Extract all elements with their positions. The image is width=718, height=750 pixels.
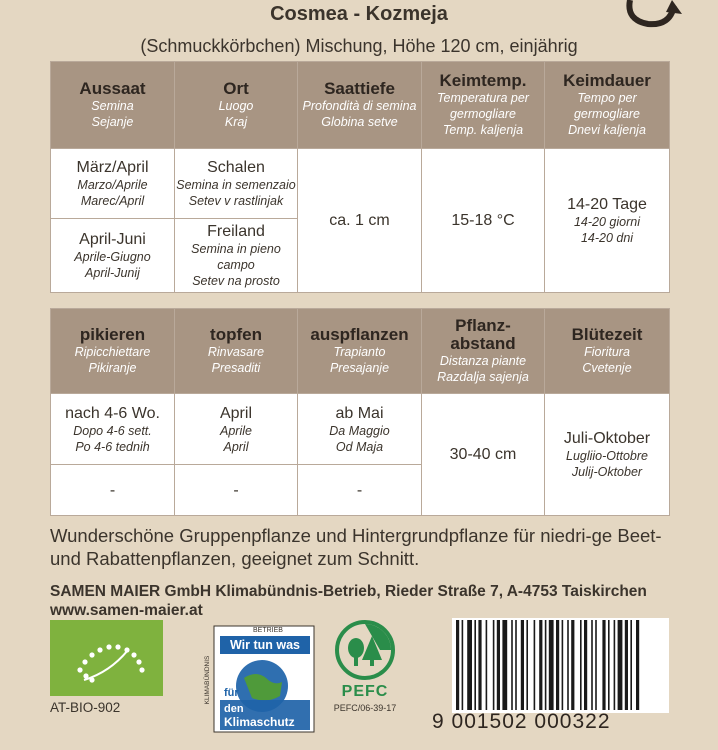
page-subtitle: (Schmuckkörbchen) Mischung, Höhe 120 cm, einjährig <box>140 36 578 56</box>
cell-pflanzabstand <box>422 394 545 516</box>
barcode-bar <box>478 620 481 710</box>
bio-control-code: AT-BIO-902 <box>50 700 121 715</box>
header-sl: Presajanje <box>329 361 390 375</box>
cell-it: Da Maggio <box>329 423 390 438</box>
cell-value: Juli-Oktober <box>563 430 651 447</box>
cell-sl: Marec/April <box>80 194 145 208</box>
cell-value: - <box>356 481 363 499</box>
header-pikieren <box>51 309 175 394</box>
barcode-bar <box>462 620 464 710</box>
header-sl: Globina setve <box>321 115 398 129</box>
header-label: Ort <box>223 79 249 98</box>
cell-sl: April <box>223 439 249 454</box>
barcode-bar <box>534 620 536 710</box>
company-info <box>50 582 647 620</box>
barcode-bar <box>562 620 564 710</box>
header-ort <box>175 62 298 149</box>
cell-sl: April-Junij <box>85 266 140 280</box>
cell-it: Aprile-Giugno <box>74 250 151 264</box>
barcode-bar <box>545 620 547 710</box>
header-sl: Kraj <box>224 115 248 129</box>
header-it: Semina <box>91 99 134 113</box>
header-auspflanzen <box>298 309 422 394</box>
header-aussaat <box>51 62 175 149</box>
cell-sl: Setev na prosto <box>192 274 280 288</box>
header-it: Rinvasare <box>207 345 265 359</box>
header-sl: Temp. kaljenja <box>442 123 524 137</box>
cell-sl: Po 4-6 tednih <box>75 439 150 454</box>
header-it: Luogo <box>218 99 254 113</box>
sowing-table <box>50 61 670 293</box>
barcode-bar <box>511 620 513 710</box>
klima-line-1: Wir tun was <box>229 638 301 652</box>
klima-line-2: für <box>224 687 239 699</box>
cell-value: ab Mai <box>335 404 384 422</box>
barcode-bar <box>526 620 528 710</box>
barcode-bar <box>474 620 476 710</box>
barcode-bar <box>595 620 597 710</box>
cell-bluetezeit <box>545 394 670 516</box>
company-address: SAMEN MAIER GmbH Klimabündnis-Betrieb, Rieder Straße 7, A-4753 Taiskirchen <box>50 583 647 600</box>
header-sl: Razdalja sajenja <box>437 370 529 384</box>
barcode-bar <box>580 620 582 710</box>
cell-it: Marzo/Aprile <box>77 178 148 192</box>
barcode-bar <box>584 620 587 710</box>
header-it: Profondità di semina <box>302 99 417 113</box>
cell-aussaat-1 <box>51 149 175 219</box>
header-it: Tempo per germogliare <box>573 91 640 121</box>
cell-sl: Setev v rastlinjak <box>188 194 284 208</box>
cell-value: nach 4-6 Wo. <box>65 404 160 422</box>
cell-it: Semina in pieno campo <box>191 242 281 272</box>
header-label: Pflanz- <box>455 316 511 335</box>
page-title: Cosmea - Kozmeja <box>270 3 448 25</box>
cell-it: Aprile <box>220 423 252 438</box>
header-label-line2: abstand <box>450 334 516 353</box>
cell-sl: 14-20 dni <box>580 231 634 245</box>
barcode-bar <box>630 620 632 710</box>
header-topfen <box>175 309 298 394</box>
cell-value: - <box>109 481 116 499</box>
cell-pikieren-2 <box>51 465 175 516</box>
header-it: Temperatura per germogliare <box>437 91 529 121</box>
header-it: Trapianto <box>333 345 386 359</box>
header-label: auspflanzen <box>310 325 409 344</box>
klima-top-text: BETRIEB <box>253 627 283 634</box>
cell-topfen-1 <box>175 394 298 465</box>
cell-it: 14-20 giorni <box>573 215 640 229</box>
barcode-bar <box>556 620 559 710</box>
klima-line-4: Klimaschutz <box>224 715 295 729</box>
header-sl: Cvetenje <box>582 361 632 375</box>
cell-sl: Julij-Oktober <box>571 465 643 479</box>
pefc-code: PEFC/06-39-17 <box>333 703 397 713</box>
growing-table <box>50 308 670 516</box>
cell-value: ca. 1 cm <box>329 212 390 229</box>
barcode-bar <box>467 620 472 710</box>
cell-value: 30-40 cm <box>449 446 517 463</box>
cell-it: Lugliio-Ottobre <box>566 449 648 463</box>
barcode-bar <box>614 620 616 710</box>
cell-value: März/April <box>76 159 149 176</box>
barcode <box>452 618 669 713</box>
header-sl: Dnevi kaljenja <box>568 123 646 137</box>
header-sl: Sejanje <box>91 115 134 129</box>
cell-auspflanzen-2 <box>298 465 422 516</box>
cell-auspflanzen-1 <box>298 394 422 465</box>
cell-value: Schalen <box>207 159 265 176</box>
barcode-bar <box>636 620 639 710</box>
header-label: Keimtemp. <box>439 71 527 90</box>
header-pflanzabstand <box>422 309 545 394</box>
cell-value: - <box>233 481 239 499</box>
klima-line-3: den <box>224 703 244 715</box>
header-sl: Pikiranje <box>88 361 137 375</box>
header-keimtemp <box>422 62 545 149</box>
klima-side-text: KLIMABÜNDNIS <box>204 655 211 705</box>
cell-value: April-Juni <box>79 231 146 248</box>
header-label: Blütezeit <box>571 325 643 344</box>
pefc-label: PEFC <box>341 683 389 700</box>
barcode-bar <box>571 620 574 710</box>
barcode-bar <box>515 620 517 710</box>
header-label: Aussaat <box>79 79 146 98</box>
barcode-bar <box>618 620 623 710</box>
barcode-bar <box>591 620 593 710</box>
barcode-bar <box>521 620 524 710</box>
cell-value: 14-20 Tage <box>567 196 647 213</box>
barcode-bar <box>456 620 459 710</box>
header-it: Fioritura <box>584 345 630 359</box>
cell-value: April <box>219 404 252 422</box>
header-label: Saattiefe <box>324 79 395 98</box>
cell-aussaat-2 <box>51 219 175 293</box>
cell-value: Freiland <box>207 223 265 240</box>
header-it: Distanza piante <box>439 354 527 368</box>
cell-keimdauer <box>545 149 670 293</box>
header-saattiefe <box>298 62 422 149</box>
cell-value: 15-18 °C <box>451 212 515 229</box>
plant-description: Wunderschöne Gruppenpflanze und Hintergrundpflanze für niedri-ge Beet- und Rabattenpflanzen, geeignet zum Schnitt. <box>50 525 662 569</box>
header-keimdauer <box>545 62 670 149</box>
klimabuendnis-logo <box>200 620 320 738</box>
header-it: Ripicchiettare <box>74 345 151 359</box>
eu-organic-logo <box>50 620 163 696</box>
cell-sl: Od Maja <box>335 439 384 454</box>
barcode-bar <box>539 620 542 710</box>
cell-saattiefe <box>298 149 422 293</box>
barcode-bar <box>602 620 605 710</box>
header-label: Keimdauer <box>563 71 651 90</box>
company-website: www.samen-maier.at <box>50 602 203 619</box>
barcode-number: 9 001502 000322 <box>432 710 611 733</box>
barcode-bar <box>567 620 569 710</box>
header-sl: Presaditi <box>211 361 261 375</box>
barcode-bar <box>625 620 628 710</box>
barcode-bar <box>497 620 500 710</box>
cell-ort-2 <box>175 219 298 293</box>
header-bluetezeit <box>545 309 670 394</box>
header-label: topfen <box>210 325 262 344</box>
cell-it: Semina in semenzaio <box>176 178 296 192</box>
header-label: pikieren <box>79 325 146 344</box>
cell-ort-1 <box>175 149 298 219</box>
cell-pikieren-1 <box>51 394 175 465</box>
barcode-bar <box>549 620 554 710</box>
barcode-bar <box>493 620 495 710</box>
cell-it: Dopo 4-6 sett. <box>73 423 152 438</box>
barcode-bar <box>486 620 488 710</box>
barcode-bar <box>502 620 507 710</box>
cell-keimtemp <box>422 149 545 293</box>
barcode-bar <box>608 620 610 710</box>
cell-topfen-2 <box>175 465 298 516</box>
